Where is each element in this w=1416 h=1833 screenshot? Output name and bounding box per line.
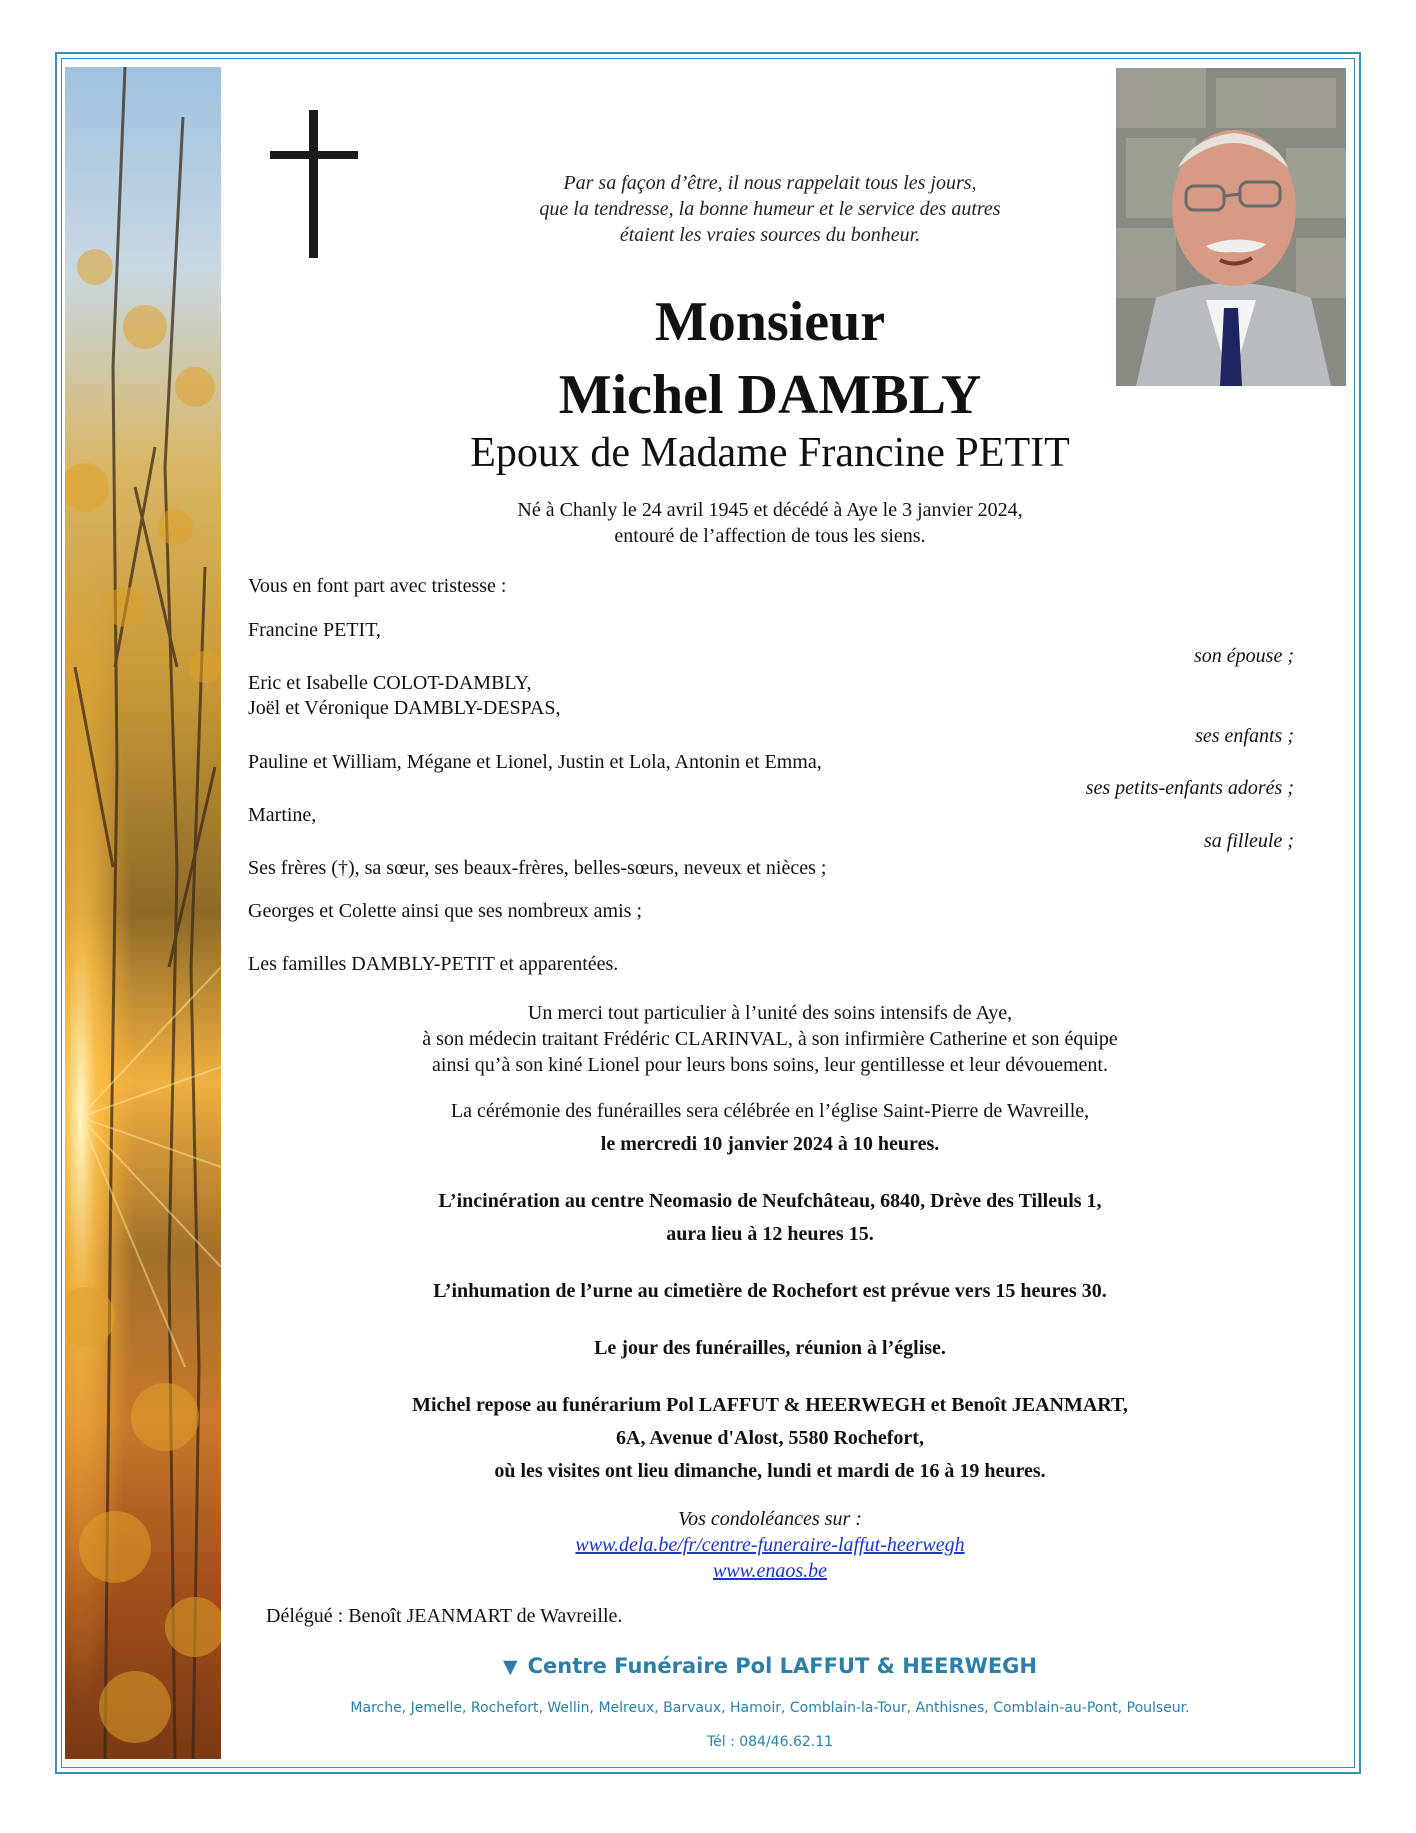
spouse-role: son épouse ; [1194,645,1294,667]
quote-line: Par sa façon d’être, il nous rappelait tous les jours, [563,172,977,194]
spouse-line: Epoux de Madame Francine PETIT [470,430,1070,476]
delegate-line: Délégué : Benoît JEANMART de Wavreille. [266,1605,623,1627]
triangle-down-icon: ▼ [503,1656,518,1678]
visiting-hours: où les visites ont lieu dimanche, lundi et mardi de 16 à 19 heures. [494,1460,1046,1482]
thanks-line: à son médecin traitant Frédéric CLARINVAL, à son infirmière Catherine et son équipe [422,1028,1118,1050]
children-name: Joël et Véronique DAMBLY-DESPAS, [248,697,561,719]
announcement-intro: Vous en font part avec tristesse : [248,575,507,597]
honorific: Monsieur [654,291,886,353]
siblings-line: Ses frères (†), sa sœur, ses beaux-frères, belles-sœurs, neveux et nièces ; [248,857,827,879]
condolences-link-dela[interactable]: www.dela.be/fr/centre-funeraire-laffut-heerwegh [575,1534,965,1556]
thanks-line: Un merci tout particulier à l’unité des soins intensifs de Aye, [527,1002,1013,1024]
deceased-name: Michel DAMBLY [558,364,982,426]
children-name: Eric et Isabelle COLOT-DAMBLY, [248,672,532,694]
funeral-home-address: 6A, Avenue d'Alost, 5580 Rochefort, [616,1427,924,1449]
funeral-center-towns: Marche, Jemelle, Rochefort, Wellin, Melreux, Barvaux, Hamoir, Comblain-la-Tour, Anthisnes, Comblain-au-Pont, Poulseur. [350,1700,1190,1716]
families-line: Les familles DAMBLY-PETIT et apparentées. [248,953,619,975]
children-role: ses enfants ; [1195,725,1294,747]
goddaughter-role: sa filleule ; [1204,830,1294,852]
condolences-link-enaos[interactable]: www.enaos.be [712,1560,828,1582]
birth-death-info [240,497,1300,549]
incineration-location: L’incinération au centre Neomasio de Neufchâteau, 6840, Drève des Tilleuls 1, [438,1190,1102,1212]
funeral-center-title: Centre Funéraire Pol LAFFUT & HEERWEGH [527,1654,1037,1678]
birth-death-line: Né à Chanly le 24 avril 1945 et décédé à Aye le 3 janvier 2024, [517,499,1023,521]
funeral-center-name [240,1654,1300,1678]
condolences-block [240,1506,1300,1584]
memorial-quote [240,170,1300,248]
thanks-paragraph [240,1000,1300,1078]
goddaughter-name: Martine, [248,804,317,826]
birth-death-line: entouré de l’affection de tous les siens. [614,525,926,547]
quote-line: étaient les vraies sources du bonheur. [619,224,921,246]
funeral-center-phone: Tél : 084/46.62.11 [706,1734,834,1750]
ceremony-location: La cérémonie des funérailles sera célébrée en l’église Saint-Pierre de Wavreille, [450,1100,1090,1122]
inhumation-line: L’inhumation de l’urne au cimetière de Rochefort est prévue vers 15 heures 30. [433,1280,1107,1302]
spouse-name: Francine PETIT, [248,619,381,641]
grandchildren-names: Pauline et William, Mégane et Lionel, Justin et Lola, Antonin et Emma, [248,751,822,773]
grandchildren-role: ses petits-enfants adorés ; [1085,777,1294,799]
funeral-home-line: Michel repose au funérarium Pol LAFFUT & HEERWEGH et Benoît JEANMART, [412,1394,1128,1416]
thanks-line: ainsi qu’à son kiné Lionel pour leurs bons soins, leur gentillesse et leur dévouement. [432,1054,1108,1076]
friends-line: Georges et Colette ainsi que ses nombreux amis ; [248,900,642,922]
quote-line: que la tendresse, la bonne humeur et le service des autres [539,198,1001,220]
incineration-time: aura lieu à 12 heures 15. [666,1223,874,1245]
autumn-forest-photo [65,67,221,1759]
condolences-label: Vos condoléances sur : [678,1508,862,1530]
ceremony-date: le mercredi 10 janvier 2024 à 10 heures. [600,1133,940,1155]
meeting-line: Le jour des funérailles, réunion à l’église. [594,1337,946,1359]
